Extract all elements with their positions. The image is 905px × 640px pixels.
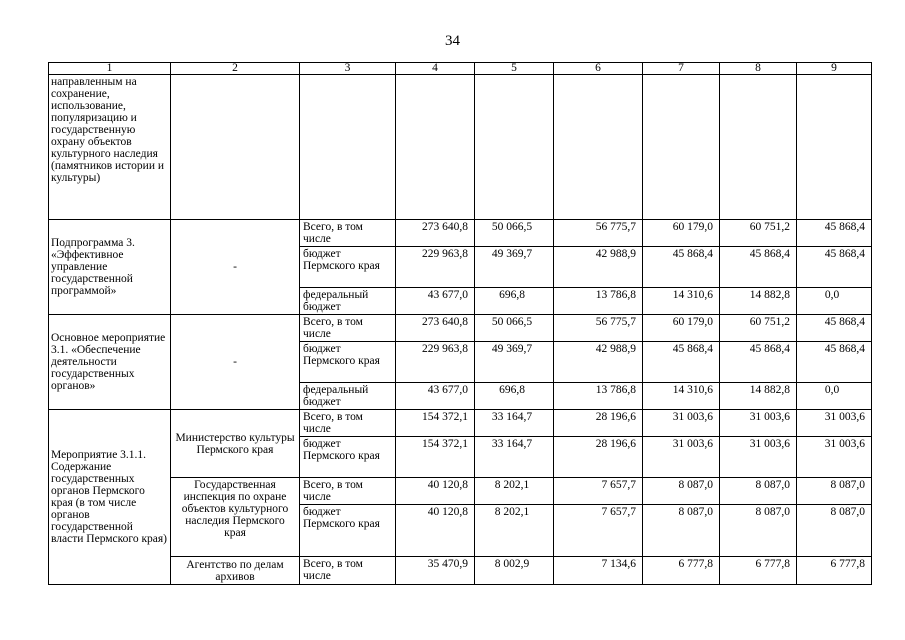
- value-cell: 45 868,4: [643, 342, 720, 383]
- value-cell: 35 470,9: [396, 557, 475, 585]
- column-header: 9: [797, 63, 872, 75]
- executor-cell: -: [171, 220, 300, 315]
- value-cell: 13 786,8: [554, 383, 643, 410]
- value-cell: 14 310,6: [643, 288, 720, 315]
- table-row: [49, 315, 872, 342]
- table-row: [49, 75, 872, 220]
- value-cell: 31 003,6: [797, 437, 872, 478]
- value-cell: 45 868,4: [797, 315, 872, 342]
- value-cell: 8 202,1: [475, 505, 554, 557]
- value-cell: 6 777,8: [720, 557, 797, 585]
- value-cell: 14 310,6: [643, 383, 720, 410]
- value-cell: 8 002,9: [475, 557, 554, 585]
- value-cell: 43 677,0: [396, 383, 475, 410]
- value-cell: 8 087,0: [720, 505, 797, 557]
- value-cell: 8 087,0: [720, 478, 797, 505]
- value-cell: 33 164,7: [475, 437, 554, 478]
- table-row: [49, 410, 872, 437]
- value-cell: 154 372,1: [396, 437, 475, 478]
- value-cell: 229 963,8: [396, 342, 475, 383]
- value-cell: 45 868,4: [797, 247, 872, 288]
- value-cell: 49 369,7: [475, 247, 554, 288]
- value-cell: 50 066,5: [475, 315, 554, 342]
- value-cell: 45 868,4: [797, 342, 872, 383]
- value-cell: 273 640,8: [396, 220, 475, 247]
- column-header: 4: [396, 63, 475, 75]
- value-cell: 8 087,0: [797, 505, 872, 557]
- value-cell: 31 003,6: [643, 437, 720, 478]
- value-cell: 273 640,8: [396, 315, 475, 342]
- value-cell: 8 087,0: [797, 478, 872, 505]
- value-cell: 229 963,8: [396, 247, 475, 288]
- column-header: 1: [49, 63, 171, 75]
- value-cell: 40 120,8: [396, 505, 475, 557]
- value-cell: 14 882,8: [720, 383, 797, 410]
- funding-source-cell: Всего, в том числе: [300, 557, 396, 585]
- value-cell: 31 003,6: [720, 437, 797, 478]
- value-cell: 8 087,0: [643, 478, 720, 505]
- value-cell: 154 372,1: [396, 410, 475, 437]
- value-cell: 45 868,4: [720, 342, 797, 383]
- value-cell: 33 164,7: [475, 410, 554, 437]
- funding-source-cell: Всего, в том числе: [300, 220, 396, 247]
- value-cell: 14 882,8: [720, 288, 797, 315]
- executor-cell: Государственная инспекция по охране объектов культурного наследия Пермского края: [171, 478, 300, 557]
- funding-source-cell: Всего, в том числе: [300, 410, 396, 437]
- value-cell: 42 988,9: [554, 342, 643, 383]
- value-cell: 60 751,2: [720, 315, 797, 342]
- value-cell: 7 657,7: [554, 505, 643, 557]
- value-cell: 696,8: [475, 288, 554, 315]
- program-name-cell: направленным на сохранение, использование, популяризацию и государственную охрану объектов культурного наследия (памятников истории и культуры): [49, 75, 171, 220]
- executor-cell: -: [171, 315, 300, 410]
- column-header: 2: [171, 63, 300, 75]
- value-cell: 31 003,6: [643, 410, 720, 437]
- table-row: [49, 557, 872, 585]
- value-cell: 45 868,4: [720, 247, 797, 288]
- value-cell: 60 751,2: [720, 220, 797, 247]
- executor-cell: Агентство по делам архивов: [171, 557, 300, 585]
- executor-cell: Министерство культуры Пермского края: [171, 410, 300, 478]
- activity-name-cell: Основное мероприятие 3.1. «Обеспечение деятельности государственных органов»: [49, 315, 171, 410]
- column-header: 5: [475, 63, 554, 75]
- value-cell: 31 003,6: [797, 410, 872, 437]
- value-cell: 7 657,7: [554, 478, 643, 505]
- activity-name-cell: Мероприятие 3.1.1. Содержание государственных органов Пермского края (в том числе органов государственной власти Пермского края): [49, 410, 171, 585]
- column-header: 6: [554, 63, 643, 75]
- column-header: 7: [643, 63, 720, 75]
- column-number-row: [49, 63, 872, 75]
- column-header: 3: [300, 63, 396, 75]
- value-cell: 43 677,0: [396, 288, 475, 315]
- value-cell: 0,0: [797, 288, 872, 315]
- funding-source-cell: бюджет Пермского края: [300, 342, 396, 383]
- value-cell: 6 777,8: [643, 557, 720, 585]
- budget-table: [48, 62, 872, 585]
- value-cell: 6 777,8: [797, 557, 872, 585]
- value-cell: 696,8: [475, 383, 554, 410]
- value-cell: 56 775,7: [554, 220, 643, 247]
- value-cell: 0,0: [797, 383, 872, 410]
- value-cell: 45 868,4: [797, 220, 872, 247]
- value-cell: 7 134,6: [554, 557, 643, 585]
- subprogram-name-cell: Подпрограмма 3. «Эффективное управление государственной программой»: [49, 220, 171, 315]
- funding-source-cell: бюджет Пермского края: [300, 247, 396, 288]
- value-cell: 40 120,8: [396, 478, 475, 505]
- value-cell: 60 179,0: [643, 220, 720, 247]
- funding-source-cell: Всего, в том числе: [300, 315, 396, 342]
- value-cell: 28 196,6: [554, 437, 643, 478]
- value-cell: 28 196,6: [554, 410, 643, 437]
- value-cell: 31 003,6: [720, 410, 797, 437]
- table-row: [49, 478, 872, 505]
- value-cell: 50 066,5: [475, 220, 554, 247]
- page-number: 34: [445, 33, 460, 49]
- value-cell: 8 087,0: [643, 505, 720, 557]
- value-cell: 56 775,7: [554, 315, 643, 342]
- funding-source-cell: Всего, в том числе: [300, 478, 396, 505]
- value-cell: 42 988,9: [554, 247, 643, 288]
- column-header: 8: [720, 63, 797, 75]
- table-row: [49, 220, 872, 247]
- value-cell: 45 868,4: [643, 247, 720, 288]
- value-cell: 13 786,8: [554, 288, 643, 315]
- funding-source-cell: бюджет Пермского края: [300, 437, 396, 478]
- value-cell: 49 369,7: [475, 342, 554, 383]
- funding-source-cell: бюджет Пермского края: [300, 505, 396, 557]
- value-cell: 8 202,1: [475, 478, 554, 505]
- funding-source-cell: федеральный бюджет: [300, 383, 396, 410]
- funding-source-cell: федеральный бюджет: [300, 288, 396, 315]
- value-cell: 60 179,0: [643, 315, 720, 342]
